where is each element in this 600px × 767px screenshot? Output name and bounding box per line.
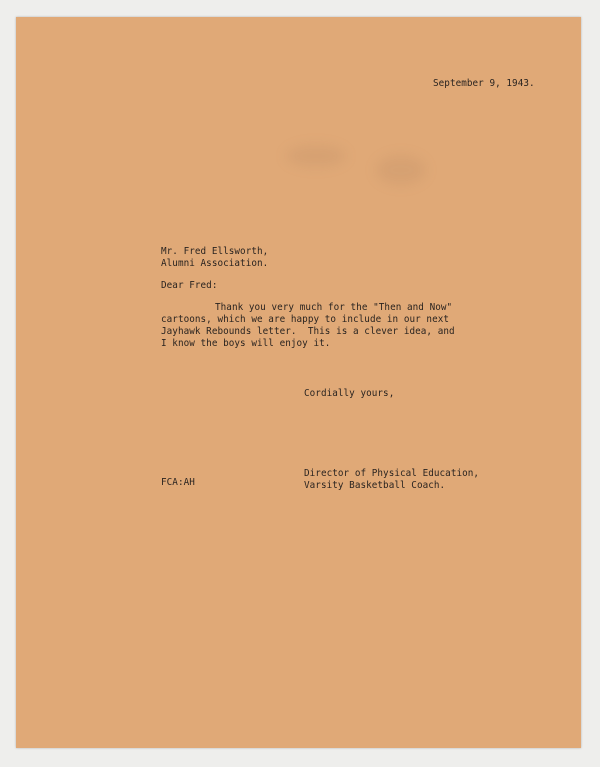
signature-title-1: Director of Physical Education, (304, 468, 480, 479)
body-line-3: Jayhawk Rebounds letter. This is a clever idea, and (161, 326, 455, 337)
salutation: Dear Fred: (161, 280, 218, 291)
body-line-4: I know the boys will enjoy it. (161, 338, 331, 349)
closing: Cordially yours, (304, 388, 395, 399)
paper-stain (286, 145, 346, 167)
letter-page (16, 17, 581, 748)
recipient-name: Mr. Fred Ellsworth, (161, 246, 269, 257)
typist-initials: FCA:AH (161, 477, 195, 488)
body-line-2: cartoons, which we are happy to include in our next (161, 314, 450, 325)
body-line-1: Thank you very much for the "Then and Now" (215, 302, 453, 313)
recipient-organization: Alumni Association. (161, 258, 269, 269)
letter-date: September 9, 1943. (433, 78, 535, 89)
signature-title-2: Varsity Basketball Coach. (304, 480, 446, 491)
paper-stain (376, 155, 426, 185)
